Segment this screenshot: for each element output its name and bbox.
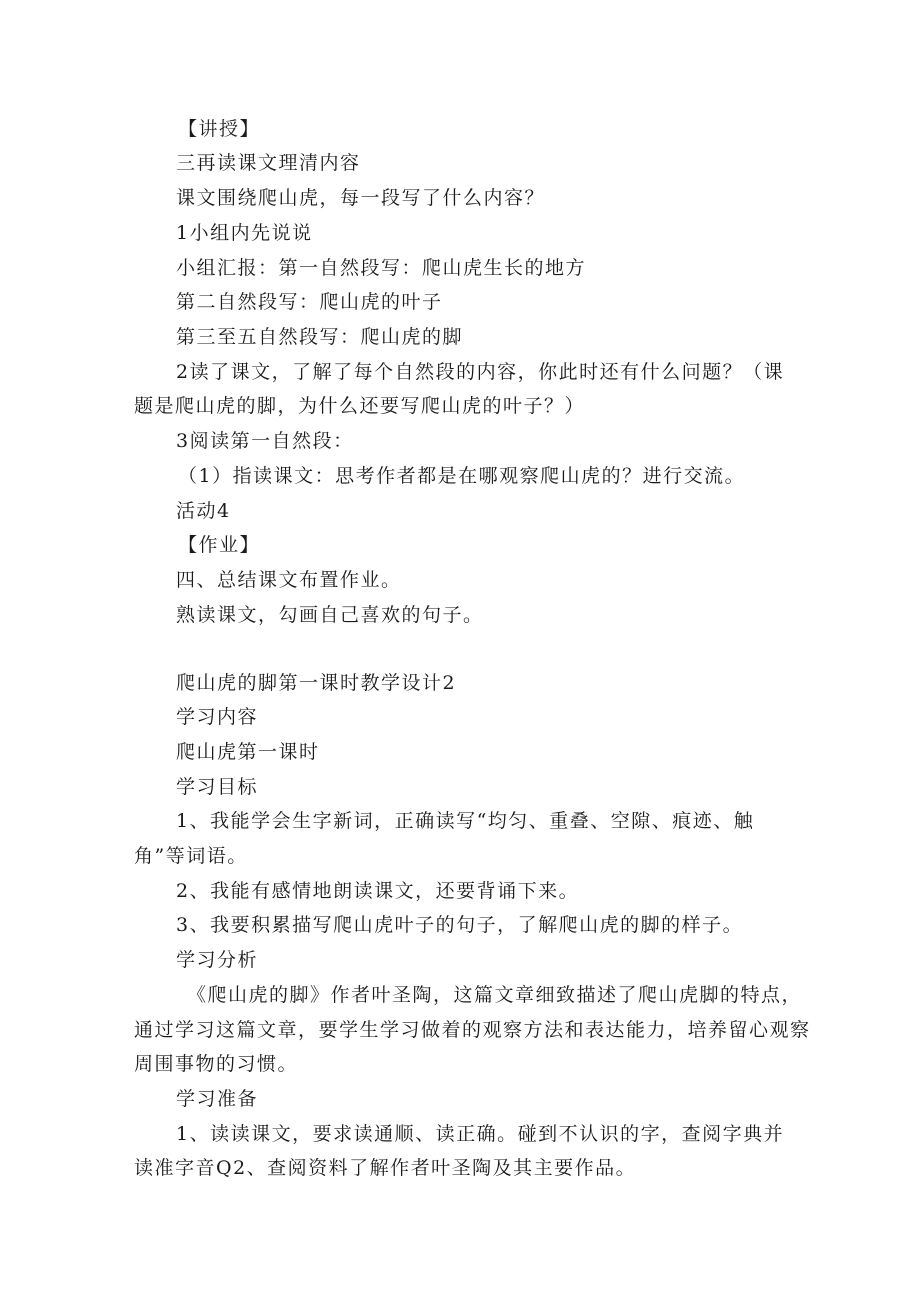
text-line: （1）指读课文：思考作者都是在哪观察爬山虎的？进行交流。 bbox=[178, 465, 746, 487]
text-line: 三再读课文理清内容 bbox=[176, 152, 361, 174]
text-line: 角”等词语。 bbox=[134, 845, 248, 867]
text-line: 1、我能学会生字新词，正确读写“均匀、重叠、空隙、痕迹、触 bbox=[176, 810, 755, 832]
text-line: 小组汇报：第一自然段写：爬山虎生长的地方 bbox=[176, 257, 587, 279]
text-line: 通过学习这篇文章，要学生学习做着的观察方法和表达能力，培养留心观察 bbox=[134, 1019, 811, 1041]
text-line: 1小组内先说说 bbox=[176, 222, 313, 244]
text-line: 学习准备 bbox=[176, 1088, 259, 1110]
text-line: 活动4 bbox=[176, 500, 231, 522]
section-heading-homework: 【作业】 bbox=[178, 534, 261, 556]
section-heading-lecture: 【讲授】 bbox=[178, 118, 261, 140]
text-line: 学习目标 bbox=[176, 776, 259, 798]
text-line: 1、读读课文，要求读通顺、读正确。碰到不认识的字，查阅字典并 bbox=[176, 1123, 785, 1145]
text-line: 第二自然段写：爬山虎的叶子 bbox=[176, 291, 443, 313]
text-line: 3、我要积累描写爬山虎叶子的句子，了解爬山虎的脚的样子。 bbox=[176, 914, 744, 936]
text-line: 2读了课文，了解了每个自然段的内容，你此时还有什么问题？（课 bbox=[176, 361, 785, 383]
text-line: 3阅读第一自然段： bbox=[176, 430, 354, 452]
text-line: 2、我能有感情地朗读课文，还要背诵下来。 bbox=[176, 880, 580, 902]
text-line: 熟读课文，勾画自己喜欢的句子。 bbox=[176, 604, 484, 626]
text-line: 读准字音Q2、查阅资料了解作者叶圣陶及其主要作品。 bbox=[134, 1157, 637, 1179]
text-line: 课文围绕爬山虎，每一段写了什么内容？ bbox=[176, 187, 546, 209]
text-line: 四、总结课文布置作业。 bbox=[176, 569, 402, 591]
text-line: 《爬山虎的脚》作者叶圣陶，这篇文章细致描述了爬山虎脚的特点， bbox=[187, 984, 803, 1006]
text-line: 周围事物的习惯。 bbox=[134, 1053, 299, 1075]
text-line: 题是爬山虎的脚，为什么还要写爬山虎的叶子？） bbox=[134, 395, 586, 417]
text-line: 学习内容 bbox=[176, 706, 259, 728]
text-line: 学习分析 bbox=[176, 949, 259, 971]
text-line: 爬山虎第一课时 bbox=[176, 741, 320, 763]
text-line: 第三至五自然段写：爬山虎的脚 bbox=[176, 326, 464, 348]
document-title: 爬山虎的脚第一课时教学设计2 bbox=[176, 672, 457, 694]
